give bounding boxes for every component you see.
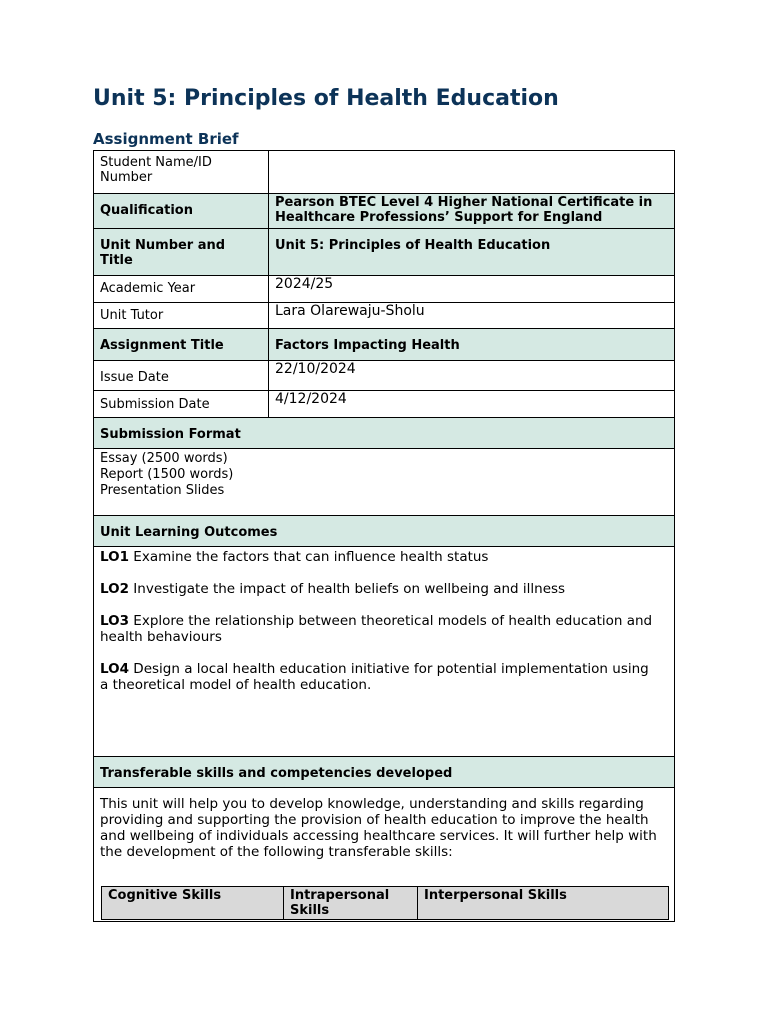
row-value: 2024/25 [275, 276, 334, 292]
row-value: 22/10/2024 [275, 361, 356, 377]
row-student-name [93, 150, 675, 194]
learning-outcome: LO4 Design a local health education initiative for potential implementation using a theoretical model of health education. [100, 661, 649, 693]
skills-column-intrapersonal: Intrapersonal Skills [284, 887, 418, 919]
skills-column-interpersonal: Interpersonal Skills [424, 888, 567, 903]
section-heading: Unit Learning Outcomes [100, 525, 278, 540]
skills-table [101, 886, 669, 920]
row-value: Pearson BTEC Level 4 Higher National Certificate in Healthcare Professions’ Support for England [275, 195, 653, 225]
row-label: Unit Tutor [94, 303, 269, 328]
learning-outcomes-header [93, 515, 675, 547]
row-unit [93, 228, 675, 276]
section-heading: Transferable skills and competencies developed [100, 766, 453, 781]
transferable-skills-header [93, 756, 675, 788]
row-value: Lara Olarewaju-Sholu [275, 303, 425, 319]
row-label: Assignment Title [94, 329, 269, 360]
row-submission-date [93, 390, 675, 418]
row-value: 4/12/2024 [275, 391, 347, 407]
student-name-field[interactable] [269, 151, 674, 193]
format-item: Essay (2500 words) [100, 451, 228, 466]
row-assignment-title [93, 328, 675, 361]
learning-outcome: LO1 Examine the factors that can influence health status [100, 549, 489, 565]
row-label: Academic Year [94, 276, 269, 302]
format-item: Presentation Slides [100, 483, 225, 498]
submission-format-list [93, 448, 675, 516]
row-academic-year [93, 275, 675, 303]
row-label: Submission Date [94, 391, 269, 417]
row-label: Qualification [94, 194, 269, 228]
submission-format-header [93, 417, 675, 449]
learning-outcome: LO2 Investigate the impact of health beliefs on wellbeing and illness [100, 581, 566, 597]
row-issue-date [93, 360, 675, 391]
section-heading: Submission Format [100, 427, 241, 442]
row-unit-tutor [93, 302, 675, 329]
learning-outcome: LO3 Explore the relationship between theoretical models of health education and health behaviours [100, 613, 653, 645]
row-value: Factors Impacting Health [275, 338, 460, 353]
row-value: Unit 5: Principles of Health Education [275, 238, 551, 253]
row-qualification [93, 193, 675, 229]
transferable-text: This unit will help you to develop knowledge, understanding and skills regarding providing and supporting the provision of health education to improve the health and wellbeing of individuals accessing healthcare services. It will further help with the development of the following transferable skills: [100, 796, 657, 860]
format-item: Report (1500 words) [100, 467, 234, 482]
skills-column-cognitive: Cognitive Skills [102, 887, 284, 919]
row-label: Student Name/ID Number [94, 151, 269, 193]
page-title: Unit 5: Principles of Health Education [93, 86, 559, 111]
section-title: Assignment Brief [93, 130, 239, 148]
transferable-skills-body [93, 787, 675, 922]
learning-outcomes-list [93, 546, 675, 757]
row-label: Unit Number and Title [94, 229, 269, 275]
row-label: Issue Date [94, 361, 269, 390]
